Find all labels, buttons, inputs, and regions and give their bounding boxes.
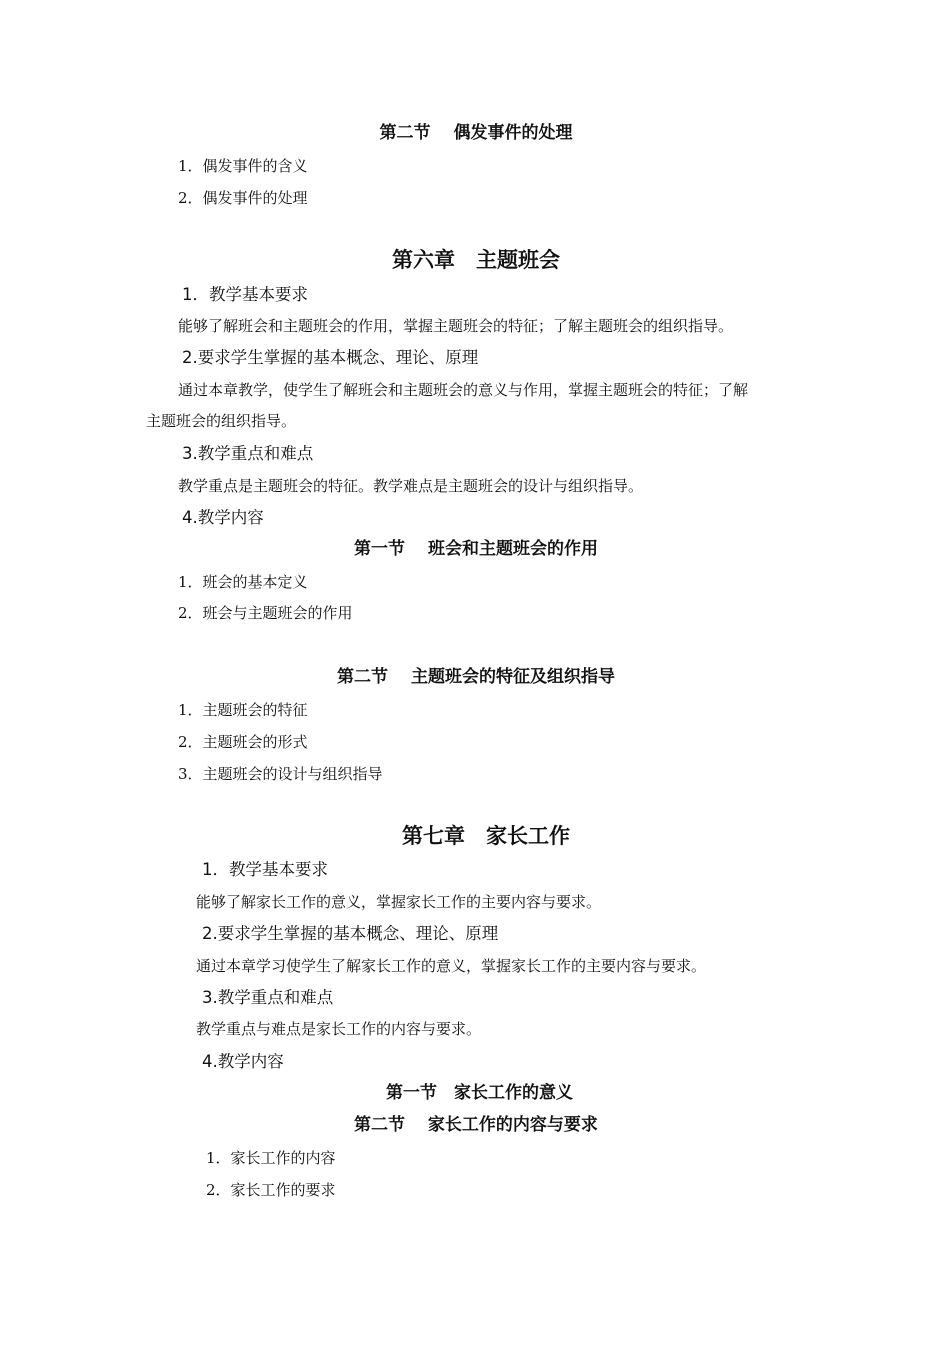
paragraph: 能够了解班会和主题班会的作用，掌握主题班会的特征；了解主题班会的组织指导。 bbox=[178, 317, 734, 335]
section-title: 第二节 家长工作的内容与要求 bbox=[354, 1115, 598, 1135]
list-item: 1．家长工作的内容 bbox=[206, 1149, 336, 1167]
paragraph: 教学重点与难点是家长工作的内容与要求。 bbox=[196, 1020, 482, 1038]
list-item: 1．偶发事件的含义 bbox=[178, 157, 308, 175]
list-item: 1．班会的基本定义 bbox=[178, 573, 308, 591]
section-title: 第二节 主题班会的特征及组织指导 bbox=[337, 667, 615, 687]
subheading: 3.教学重点和难点 bbox=[182, 444, 314, 463]
list-item: 3．主题班会的设计与组织指导 bbox=[178, 765, 383, 783]
list-item: 2．偶发事件的处理 bbox=[178, 189, 308, 207]
subheading: 1．教学基本要求 bbox=[202, 860, 328, 879]
list-item: 2．家长工作的要求 bbox=[206, 1181, 336, 1199]
section-title: 第二节 偶发事件的处理 bbox=[379, 123, 573, 143]
chapter-title: 第六章 主题班会 bbox=[392, 248, 560, 272]
list-item: 2．主题班会的形式 bbox=[178, 733, 308, 751]
chapter-title: 第七章 家长工作 bbox=[402, 824, 570, 848]
subheading: 2.要求学生掌握的基本概念、理论、原理 bbox=[202, 924, 499, 943]
subheading: 3.教学重点和难点 bbox=[202, 988, 334, 1007]
paragraph: 通过本章教学，使学生了解班会和主题班会的意义与作用，掌握主题班会的特征；了解 bbox=[178, 381, 749, 399]
section-title: 第一节 家长工作的意义 bbox=[386, 1083, 573, 1103]
paragraph: 主题班会的组织指导。 bbox=[146, 412, 297, 430]
subheading: 4.教学内容 bbox=[202, 1052, 284, 1071]
list-item: 2．班会与主题班会的作用 bbox=[178, 604, 353, 622]
paragraph: 通过本章学习使学生了解家长工作的意义，掌握家长工作的主要内容与要求。 bbox=[196, 957, 707, 975]
subheading: 1．教学基本要求 bbox=[182, 285, 308, 304]
subheading: 2.要求学生掌握的基本概念、理论、原理 bbox=[182, 348, 479, 367]
section-title: 第一节 班会和主题班会的作用 bbox=[354, 539, 598, 559]
list-item: 1．主题班会的特征 bbox=[178, 701, 308, 719]
paragraph: 能够了解家长工作的意义，掌握家长工作的主要内容与要求。 bbox=[196, 893, 602, 911]
paragraph: 教学重点是主题班会的特征。教学难点是主题班会的设计与组织指导。 bbox=[178, 477, 644, 495]
subheading: 4.教学内容 bbox=[182, 508, 264, 527]
